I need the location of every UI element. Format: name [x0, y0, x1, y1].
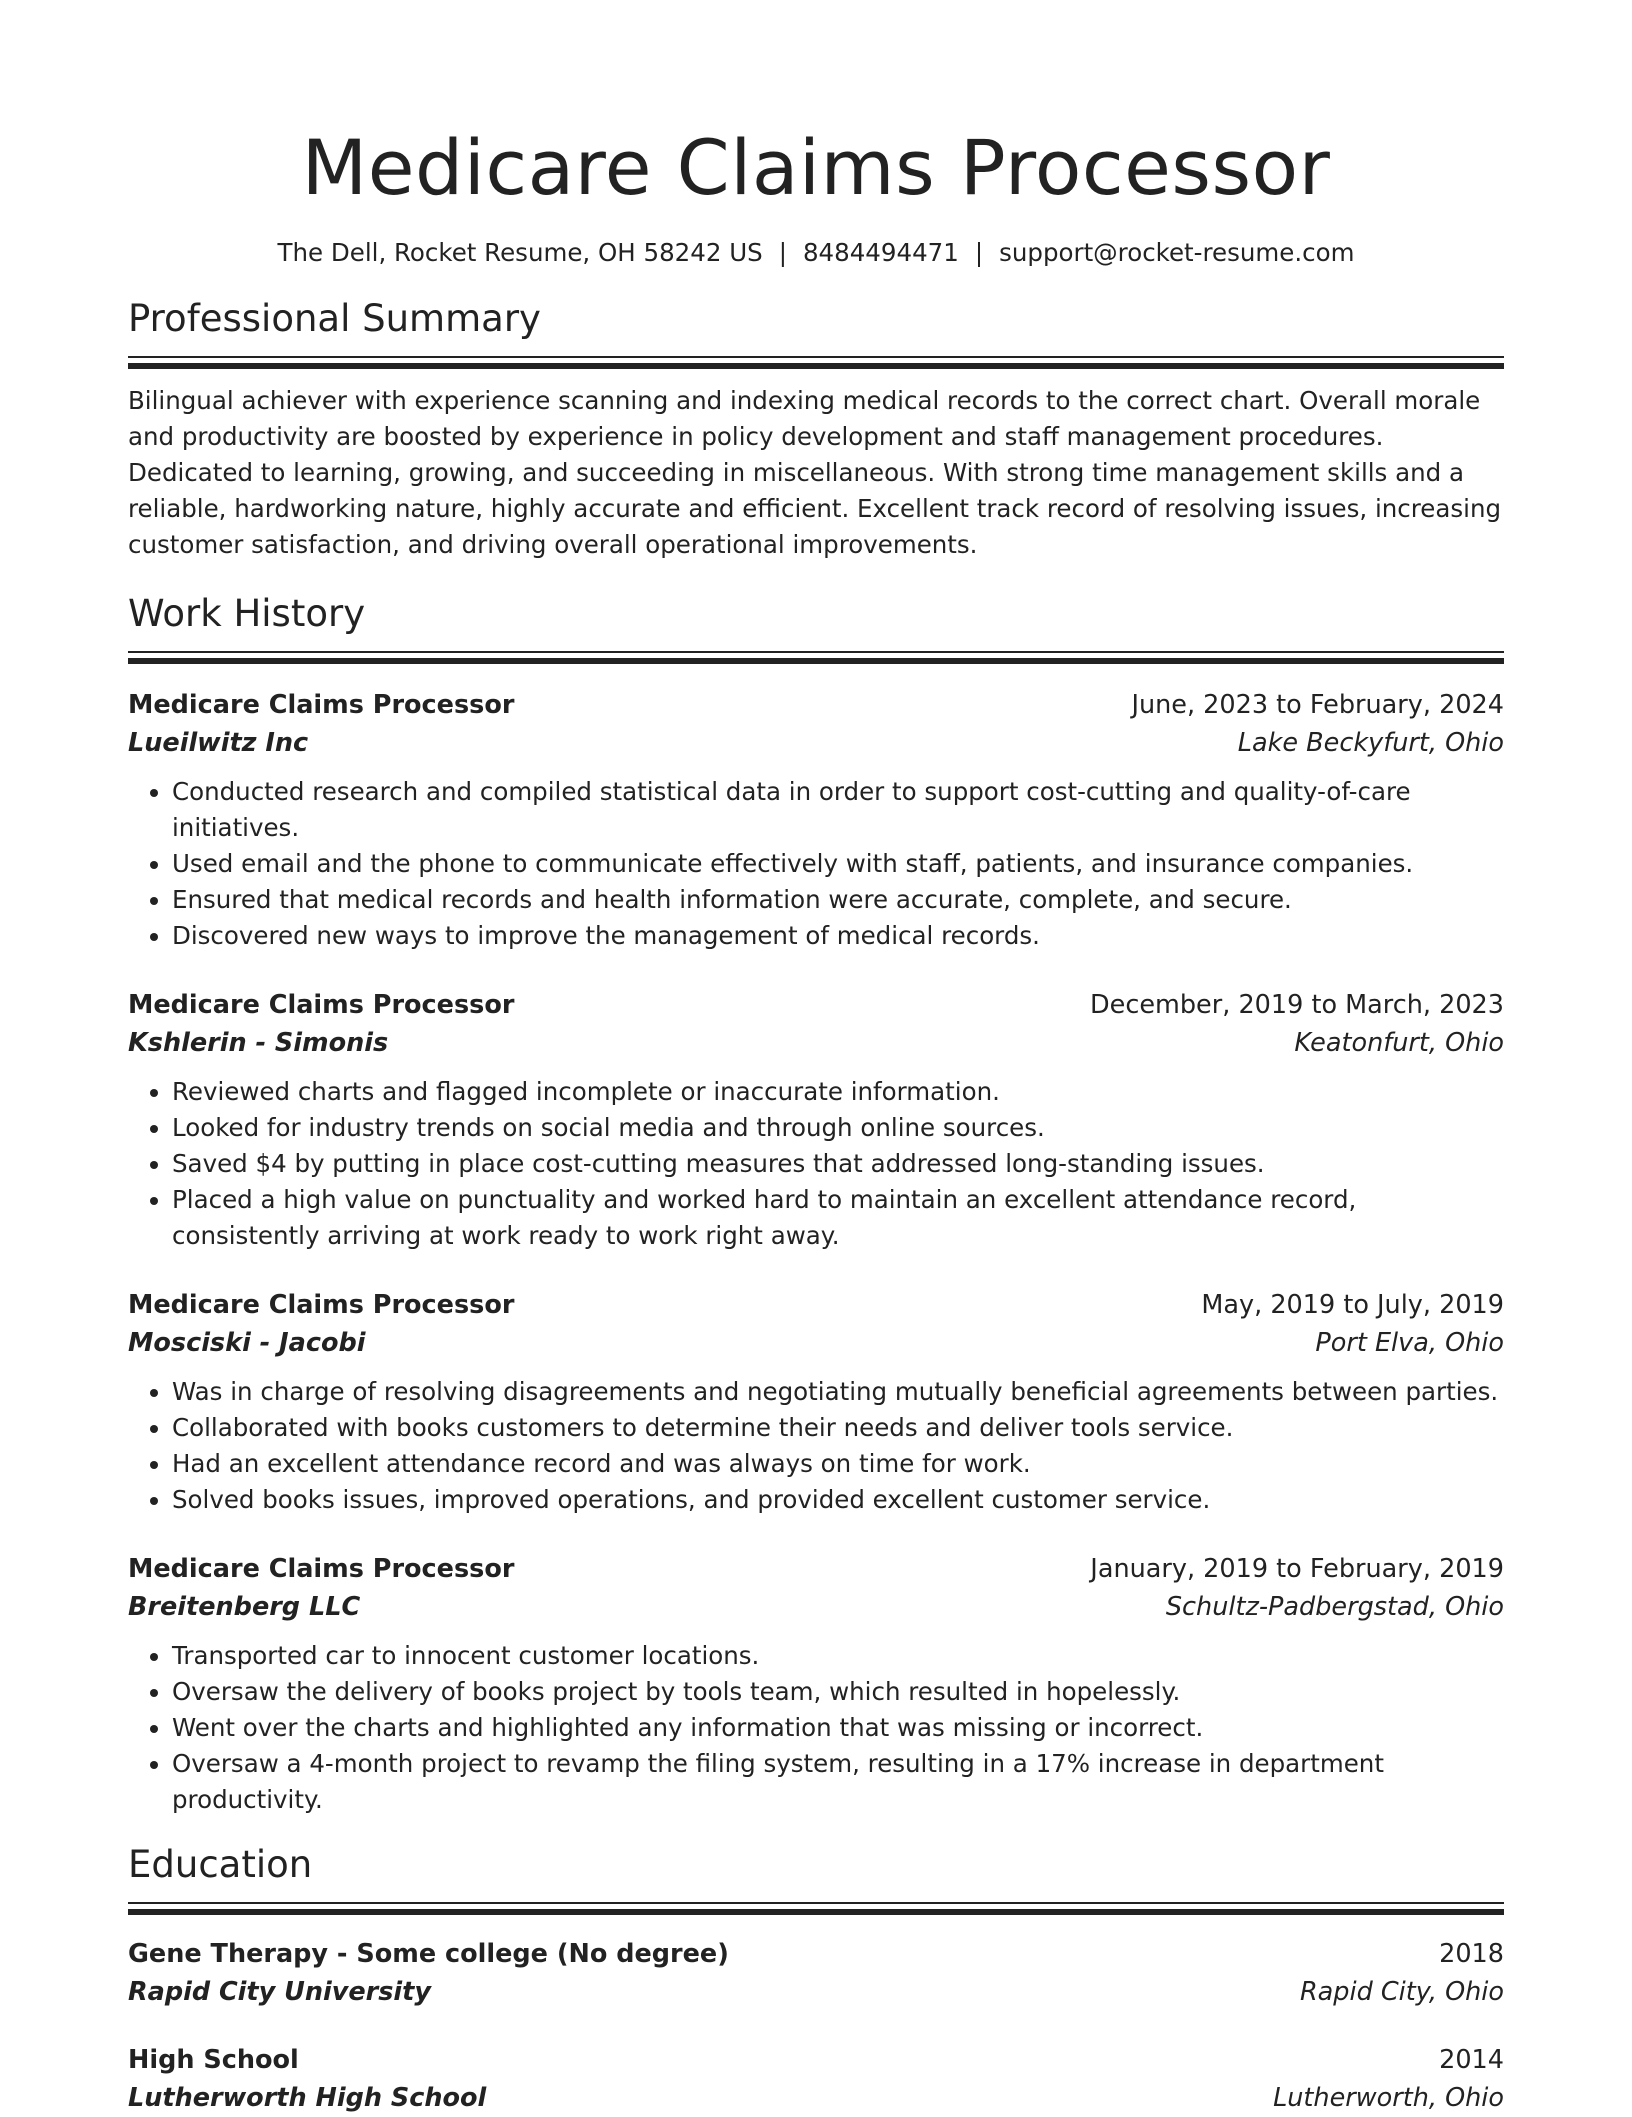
education-degree: Gene Therapy - Some college (No degree) [128, 1939, 729, 1969]
job-bullet: • Collaborated with books customers to determine their needs and deliver tools service. [172, 1410, 1504, 1446]
job-dates: December, 2019 to March, 2023 [1090, 990, 1504, 1020]
education-year: 2014 [1439, 2045, 1504, 2075]
job-company: Mosciski - Jacobi [128, 1328, 366, 1358]
education-location: Lutherworth, Ohio [1273, 2083, 1504, 2113]
contact-line [128, 238, 1504, 268]
job-bullet: • Went over the charts and highlighted any information that was missing or incorrect. [172, 1710, 1504, 1746]
job-company: Kshlerin - Simonis [128, 1028, 389, 1058]
job-bullets [128, 1074, 1504, 1254]
job-location: Lake Beckyfurt, Ohio [1237, 728, 1504, 758]
section-title-work-history: Work History [128, 592, 366, 635]
section-divider [128, 651, 1504, 664]
job-bullet: • Ensured that medical records and health information were accurate, complete, and secure. [172, 882, 1504, 918]
job-title: Medicare Claims Processor [128, 1290, 515, 1320]
job-location: Port Elva, Ohio [1315, 1328, 1504, 1358]
job-bullets [128, 1374, 1504, 1518]
job-bullets [128, 774, 1504, 954]
resume-name: Medicare Claims Processor [301, 123, 1331, 212]
job-location: Schultz-Padbergstad, Ohio [1165, 1592, 1504, 1622]
job-dates: January, 2019 to February, 2019 [1090, 1554, 1504, 1584]
job-bullet: • Saved $4 by putting in place cost-cutting measures that addressed long-standing issues. [172, 1146, 1504, 1182]
job-location: Keatonfurt, Ohio [1294, 1028, 1504, 1058]
summary-text: Bilingual achiever with experience scanning and indexing medical records to the correct chart. Overall morale and productivity are boosted by experience in policy development and staff management procedures. Dedicated to learning, growing, and succeeding in miscellaneous. With strong time management skills and a reliable, hardworking nature, highly accurate and efficient. Excellent track record of resolving issues, increasing customer satisfaction, and driving overall operational improvements. [128, 386, 1502, 559]
job-bullet: • Solved books issues, improved operations, and provided excellent customer service. [172, 1482, 1504, 1518]
job-bullet: • Oversaw a 4-month project to revamp the filing system, resulting in a 17% increase in department productivity. [172, 1746, 1504, 1818]
job-title: Medicare Claims Processor [128, 1554, 515, 1584]
job-bullet: • Oversaw the delivery of books project by tools team, which resulted in hopelessly. [172, 1674, 1504, 1710]
education-degree: High School [128, 2045, 299, 2075]
job-bullet: • Reviewed charts and flagged incomplete or inaccurate information. [172, 1074, 1504, 1110]
education-location: Rapid City, Ohio [1299, 1977, 1504, 2007]
job-entry [128, 1286, 1504, 1518]
job-bullet: • Had an excellent attendance record and was always on time for work. [172, 1446, 1504, 1482]
education-year: 2018 [1439, 1939, 1504, 1969]
section-title-summary: Professional Summary [128, 297, 541, 340]
contact-email: support@rocket-resume.com [999, 238, 1355, 267]
education-school: Lutherworth High School [128, 2083, 487, 2113]
job-company: Breitenberg LLC [128, 1592, 361, 1622]
job-bullet: • Placed a high value on punctuality and worked hard to maintain an excellent attendance record, consistently arriving at work ready to work right away. [172, 1182, 1504, 1254]
contact-separator: | [974, 238, 984, 267]
job-bullet: • Transported car to innocent customer locations. [172, 1638, 1504, 1674]
education-entry [128, 1935, 1504, 2011]
job-bullet: • Discovered new ways to improve the management of medical records. [172, 918, 1504, 954]
job-entry [128, 986, 1504, 1254]
education-school: Rapid City University [128, 1977, 431, 2007]
job-entry [128, 1550, 1504, 1818]
job-entry [128, 686, 1504, 954]
education-entry [128, 2041, 1504, 2117]
contact-separator: | [778, 238, 787, 267]
job-bullet: • Looked for industry trends on social media and through online sources. [172, 1110, 1504, 1146]
job-bullet: • Used email and the phone to communicate effectively with staff, patients, and insurance companies. [172, 846, 1504, 882]
job-dates: June, 2023 to February, 2024 [1131, 690, 1504, 720]
job-bullet: • Was in charge of resolving disagreements and negotiating mutually beneficial agreements between parties. [172, 1374, 1504, 1410]
job-bullets [128, 1638, 1504, 1818]
job-title: Medicare Claims Processor [128, 690, 515, 720]
job-bullet: • Conducted research and compiled statistical data in order to support cost-cutting and quality-of-care initiatives. [172, 774, 1504, 846]
section-divider [128, 1902, 1504, 1915]
contact-phone: 8484494471 [802, 238, 959, 267]
job-company: Lueilwitz Inc [128, 728, 309, 758]
job-title: Medicare Claims Processor [128, 990, 515, 1020]
section-title-education: Education [128, 1843, 313, 1886]
contact-address: The Dell, Rocket Resume, OH 58242 US [277, 238, 763, 267]
job-dates: May, 2019 to July, 2019 [1201, 1290, 1504, 1320]
section-divider [128, 356, 1504, 369]
